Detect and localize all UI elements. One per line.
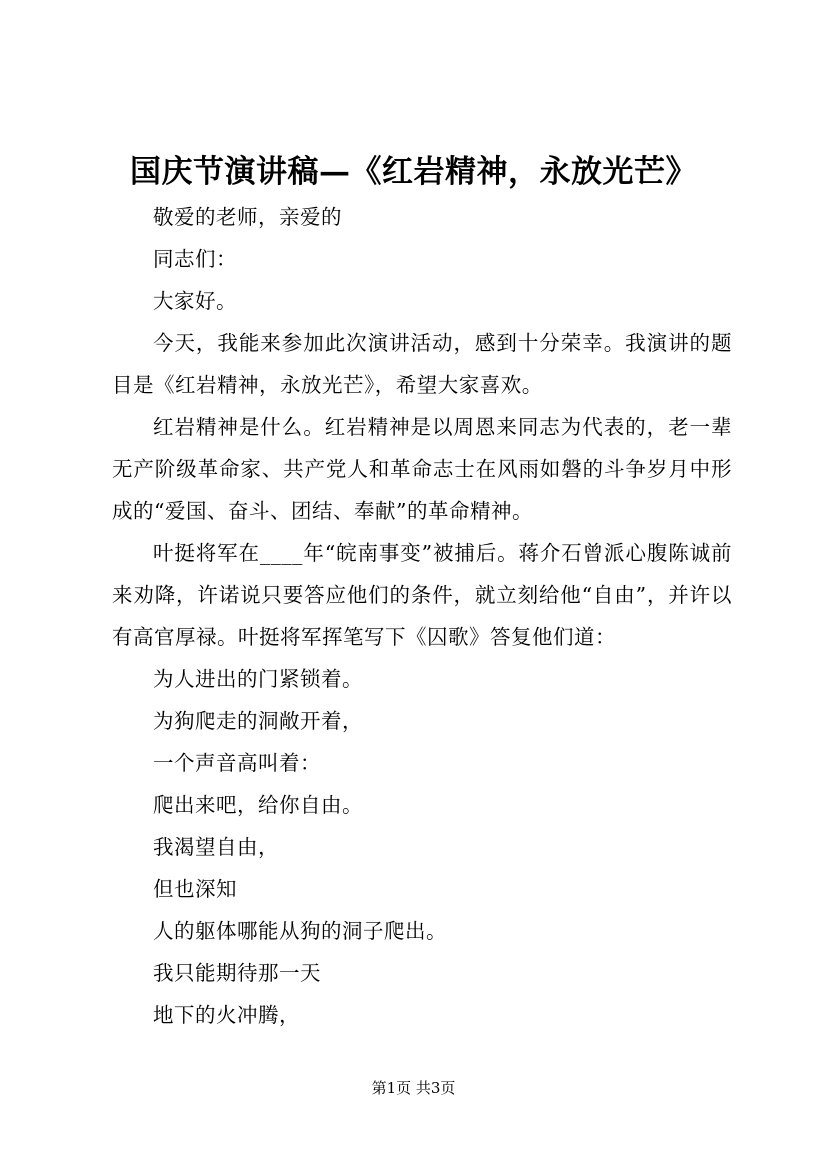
poem-line: 我渴望自由， (153, 835, 279, 859)
poem-line: 为狗爬走的洞敞开着， (153, 709, 363, 733)
paragraph: 敬爱的老师，亲爱的 (153, 205, 342, 229)
paragraph: 红岩精神是什么。红岩精神是以周恩来同志为代表的，老一辈无产阶级革命家、共产党人和革命志士在风雨如磐的斗争岁月中形成的“爱国、奋斗、团结、奉献”的革命精神。 (112, 415, 732, 523)
poem-line: 地下的火冲腾， (153, 1003, 300, 1027)
poem-line: 一个声音高叫着： (153, 751, 321, 775)
page-number-footer: 第1页 共3页 (371, 1079, 456, 1097)
poem-line: 我只能期待那一天 (153, 961, 321, 985)
poem-line: 爬出来吧，给你自由。 (153, 793, 363, 817)
document-body (112, 196, 732, 1036)
poem-line: 但也深知 (153, 877, 237, 901)
poem-line: 人的躯体哪能从狗的洞子爬出。 (153, 919, 447, 943)
paragraph: 叶挺将军在____年“皖南事变”被捕后。蒋介石曾派心腹陈诚前来劝降，许诺说只要答应他们的条件，就立刻给他“自由”，并许以有高官厚禄。叶挺将军挥笔写下《囚歌》答复他们道： (112, 541, 732, 649)
paragraph: 今天，我能来参加此次演讲活动，感到十分荣幸。我演讲的题目是《红岩精神，永放光芒》，希望大家喜欢。 (112, 331, 732, 397)
document-title: 国庆节演讲稿—《红岩精神，永放光芒》 (130, 154, 697, 190)
paragraph: 大家好。 (153, 289, 237, 313)
poem-line: 为人进出的门紧锁着。 (153, 667, 363, 691)
paragraph: 同志们： (153, 247, 237, 271)
